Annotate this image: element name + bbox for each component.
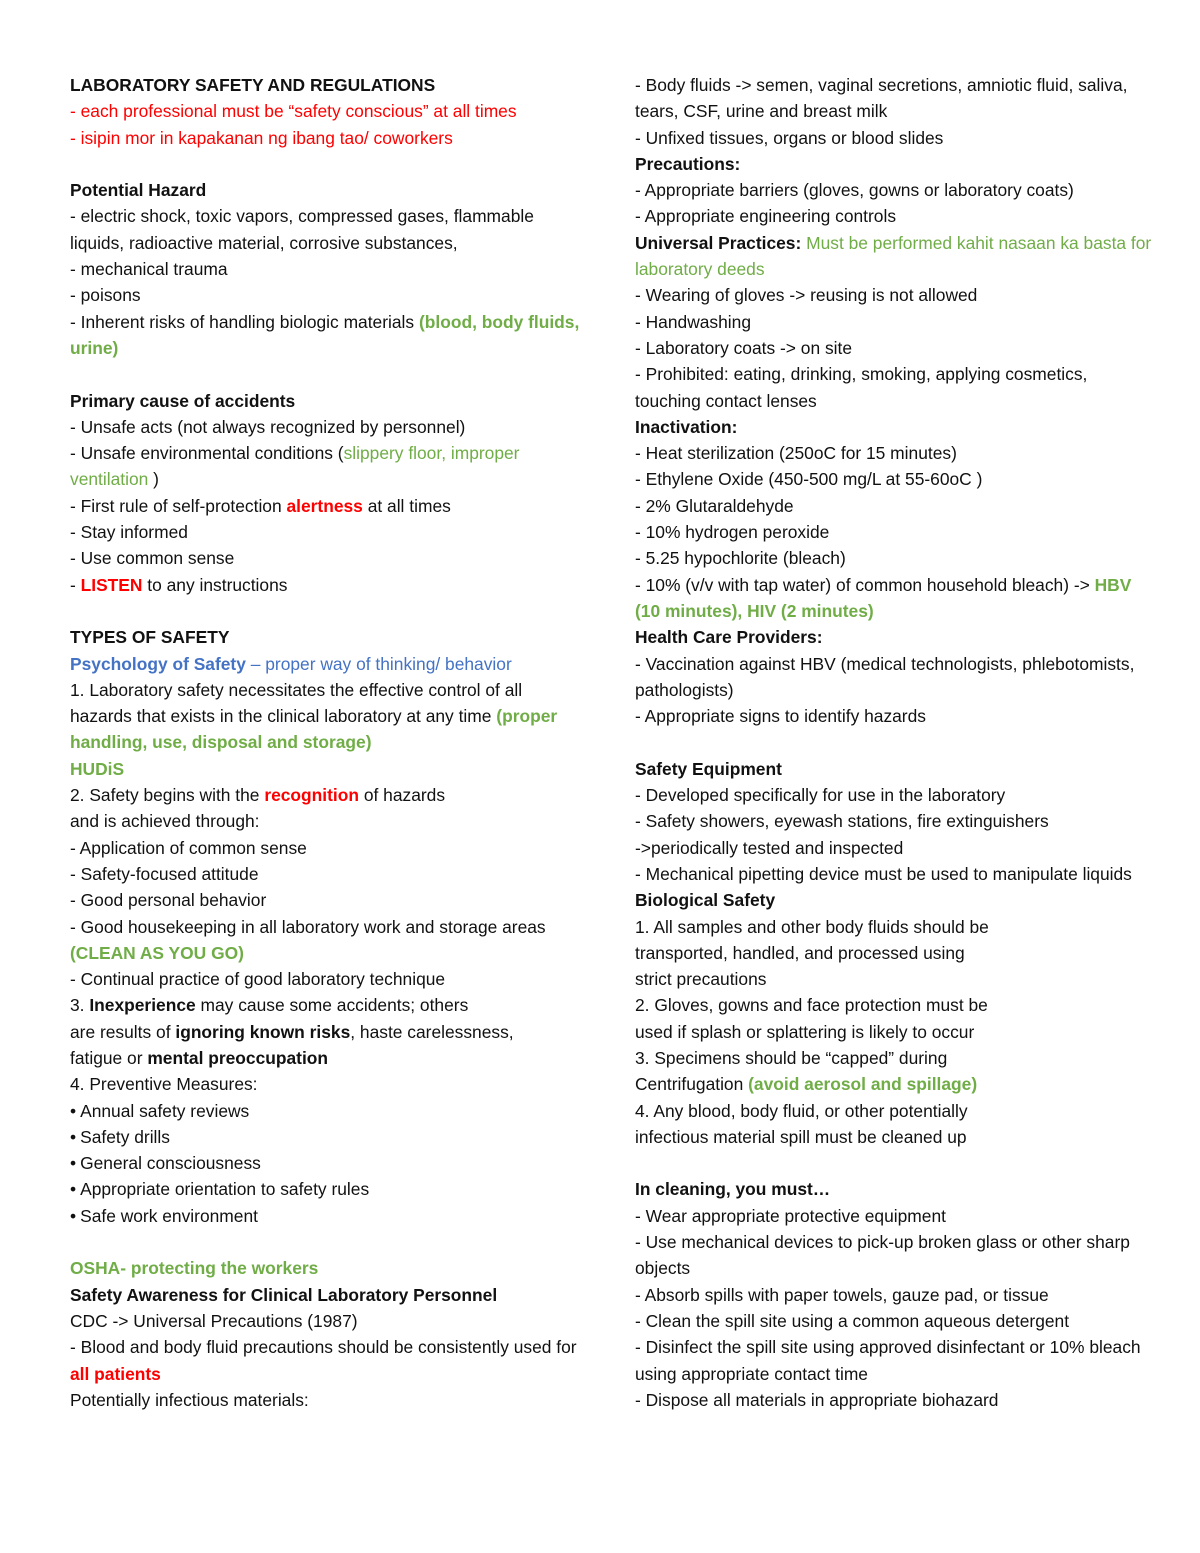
- bullet-icon: •: [70, 1126, 77, 1147]
- paragraph: infectious material spill must be cleaned up: [635, 1126, 967, 1147]
- list-item: - Safety showers, eyewash stations, fire extinguishers: [635, 811, 1049, 832]
- right-column: [635, 72, 1155, 1413]
- section-heading-osha: OSHA- protecting the workers: [70, 1258, 319, 1279]
- paragraph: 4. Preventive Measures:: [70, 1074, 258, 1095]
- text: Centrifugation: [635, 1074, 749, 1095]
- text: at all times: [362, 495, 451, 516]
- text: of hazards: [359, 785, 446, 806]
- document-title: LABORATORY SAFETY AND REGULATIONS: [70, 75, 436, 95]
- left-column: [70, 72, 580, 1413]
- text: fatigue or: [70, 1047, 148, 1068]
- bullet-icon: •: [70, 1100, 77, 1121]
- paragraph: used if splash or splattering is likely to occur: [635, 1021, 975, 1042]
- text: - 10% (v/v with tap water) of common household bleach) ->: [635, 574, 1095, 595]
- spacer: [70, 1229, 580, 1255]
- text: 3.: [70, 995, 90, 1016]
- section-heading-providers: Health Care Providers:: [635, 627, 823, 648]
- subheading-psychology: [70, 651, 580, 677]
- paragraph: transported, handled, and processed using: [635, 942, 965, 963]
- text: - Inherent risks of handling biologic materials: [70, 311, 419, 332]
- highlight-green: (avoid aerosol and spillage): [748, 1074, 978, 1095]
- paragraph: 4. Any blood, body fluid, or other potentially: [635, 1100, 968, 1121]
- list-item: - Unsafe acts (not always recognized by personnel): [70, 416, 466, 437]
- list-item: - Good personal behavior: [70, 890, 267, 911]
- text-bold: ignoring known risks: [175, 1021, 351, 1042]
- list-item: - 5.25 hypochlorite (bleach): [635, 548, 846, 569]
- text: to any instructions: [142, 574, 288, 595]
- paragraph: Potentially infectious materials:: [70, 1389, 309, 1410]
- list-item: - Wear appropriate protective equipment: [635, 1205, 946, 1226]
- bullet-item: [70, 1150, 580, 1176]
- list-item: [70, 572, 580, 598]
- paragraph: [70, 1045, 580, 1071]
- paragraph: 2. Gloves, gowns and face protection must be: [635, 995, 988, 1016]
- paragraph: 1. All samples and other body fluids should be: [635, 916, 989, 937]
- list-item: - electric shock, toxic vapors, compressed gases, flammable liquids, radioactive material, corrosive substances,: [70, 206, 534, 253]
- text: Safe work environment: [80, 1205, 258, 1226]
- universal-practices-line: [635, 230, 1155, 283]
- bullet-icon: •: [70, 1205, 77, 1226]
- text: , haste carelessness,: [350, 1021, 514, 1042]
- list-item: - Absorb spills with paper towels, gauze pad, or tissue: [635, 1284, 1049, 1305]
- text: - Unsafe environmental conditions (: [70, 443, 344, 464]
- list-item: - Clean the spill site using a common aqueous detergent: [635, 1310, 1070, 1331]
- text: ): [148, 469, 159, 490]
- section-heading-precautions: Precautions:: [635, 153, 741, 174]
- list-item: - Handwashing: [635, 311, 752, 332]
- list-item: - Use common sense: [70, 548, 235, 569]
- list-item: - Heat sterilization (250oC for 15 minutes): [635, 443, 957, 464]
- text: 1. Laboratory safety necessitates the effective control of all hazards that exists in the clinical laboratory at any time: [70, 679, 523, 727]
- paragraph: CDC -> Universal Precautions (1987): [70, 1310, 358, 1331]
- list-item: - Appropriate barriers (gloves, gowns or laboratory coats): [635, 180, 1074, 201]
- section-heading-inactivation: Inactivation:: [635, 416, 738, 437]
- list-item: - Stay informed: [70, 522, 188, 543]
- list-item: - Safety-focused attitude: [70, 863, 259, 884]
- spacer: [635, 1150, 1155, 1176]
- mnemonic: HUDiS: [70, 758, 125, 779]
- list-item: [70, 440, 580, 493]
- paragraph: [70, 677, 580, 756]
- list-item: [70, 914, 580, 967]
- list-item: - mechanical trauma: [70, 259, 228, 280]
- highlight-green: (proper handling, use, disposal and storage): [70, 706, 558, 753]
- text: Psychology of Safety: [70, 653, 246, 674]
- list-item: - Continual practice of good laboratory technique: [70, 969, 446, 990]
- text: – proper way of thinking/ behavior: [245, 653, 512, 674]
- paragraph: [70, 782, 580, 808]
- text-bold: mental preoccupation: [147, 1047, 329, 1068]
- text: - Blood and body fluid precautions should be consistently used for: [70, 1337, 577, 1358]
- list-item: - Body fluids -> semen, vaginal secretions, amniotic fluid, saliva, tears, CSF, urine and breast milk: [635, 75, 1128, 122]
- bullet-icon: •: [70, 1153, 77, 1174]
- bullet-item: [70, 1203, 580, 1229]
- list-item: - Prohibited: eating, drinking, smoking, applying cosmetics, touching contact lenses: [635, 364, 1088, 411]
- text: General consciousness: [80, 1153, 261, 1174]
- highlight-green: slippery floor, improper ventilation: [70, 443, 520, 490]
- list-item: - Mechanical pipetting device must be used to manipulate liquids: [635, 863, 1132, 884]
- bullet-item: [70, 1098, 580, 1124]
- highlight-green: Must be performed kahit nasaan ka basta for laboratory deeds: [635, 232, 1152, 280]
- text: Appropriate orientation to safety rules: [80, 1179, 370, 1200]
- list-item: - Laboratory coats -> on site: [635, 337, 853, 358]
- list-item: [635, 572, 1155, 625]
- list-item: - Use mechanical devices to pick-up broken glass or other sharp objects: [635, 1232, 1130, 1279]
- highlight-red: all patients: [70, 1363, 161, 1384]
- text: are results of: [70, 1021, 176, 1042]
- section-heading-potential-hazard: Potential Hazard: [70, 180, 207, 201]
- section-heading-types-of-safety: TYPES OF SAFETY: [70, 627, 230, 648]
- paragraph: 3. Specimens should be “capped” during: [635, 1047, 948, 1068]
- list-item: [70, 1334, 580, 1387]
- highlight-green: HBV (10 minutes), HIV (2 minutes): [635, 574, 1132, 621]
- highlight-red: LISTEN: [80, 574, 143, 595]
- section-heading-accidents: Primary cause of accidents: [70, 390, 296, 411]
- list-item: - Developed specifically for use in the laboratory: [635, 785, 1006, 806]
- list-item: [70, 309, 580, 362]
- list-item: - Wearing of gloves -> reusing is not allowed: [635, 285, 978, 306]
- paragraph: [70, 992, 580, 1018]
- spacer: [635, 729, 1155, 755]
- text: Safety drills: [80, 1126, 170, 1147]
- bullet-item: [70, 1176, 580, 1202]
- text-bold: Inexperience: [89, 995, 196, 1016]
- spacer: [70, 361, 580, 387]
- list-item: ->periodically tested and inspected: [635, 837, 904, 858]
- text: may cause some accidents; others: [195, 995, 469, 1016]
- text: -: [70, 574, 81, 595]
- list-item: - poisons: [70, 285, 141, 306]
- subheading-awareness: Safety Awareness for Clinical Laboratory Personnel: [70, 1284, 498, 1305]
- text: - Good housekeeping in all laboratory work and storage areas: [70, 916, 546, 937]
- list-item: - Application of common sense: [70, 837, 307, 858]
- list-item: - Dispose all materials in appropriate biohazard: [635, 1389, 999, 1410]
- paragraph: [635, 1071, 1155, 1097]
- text: 2. Safety begins with the: [70, 785, 265, 806]
- text: - First rule of self-protection: [70, 495, 287, 516]
- section-heading-universal: Universal Practices:: [635, 232, 802, 253]
- list-item: - Appropriate signs to identify hazards: [635, 706, 926, 727]
- list-item: - Unfixed tissues, organs or blood slides: [635, 127, 944, 148]
- list-item: - Disinfect the spill site using approved disinfectant or 10% bleach using appropriate contact time: [635, 1337, 1141, 1384]
- intro-line: - each professional must be “safety conscious” at all times: [70, 101, 517, 122]
- highlight-green: (CLEAN AS YOU GO): [70, 942, 244, 963]
- text: Annual safety reviews: [80, 1100, 250, 1121]
- paragraph: [70, 1019, 580, 1045]
- section-heading-equipment: Safety Equipment: [635, 758, 782, 779]
- intro-line: - isipin mor in kapakanan ng ibang tao/ coworkers: [70, 127, 453, 148]
- list-item: - Appropriate engineering controls: [635, 206, 897, 227]
- section-heading-biological: Biological Safety: [635, 890, 776, 911]
- list-item: - Ethylene Oxide (450-500 mg/L at 55-60oC ): [635, 469, 983, 490]
- section-heading-cleaning: In cleaning, you must…: [635, 1179, 831, 1200]
- spacer: [70, 151, 580, 177]
- bullet-item: [70, 1124, 580, 1150]
- list-item: [70, 493, 580, 519]
- list-item: - Vaccination against HBV (medical technologists, phlebotomists, pathologists): [635, 653, 1135, 700]
- spacer: [70, 598, 580, 624]
- highlight-green: (blood, body fluids, urine): [70, 311, 580, 358]
- bullet-icon: •: [70, 1179, 77, 1200]
- list-item: - 10% hydrogen peroxide: [635, 522, 830, 543]
- highlight-red: recognition: [264, 785, 359, 806]
- list-item: - 2% Glutaraldehyde: [635, 495, 794, 516]
- highlight-red: alertness: [286, 495, 363, 516]
- paragraph: and is achieved through:: [70, 811, 260, 832]
- paragraph: strict precautions: [635, 969, 767, 990]
